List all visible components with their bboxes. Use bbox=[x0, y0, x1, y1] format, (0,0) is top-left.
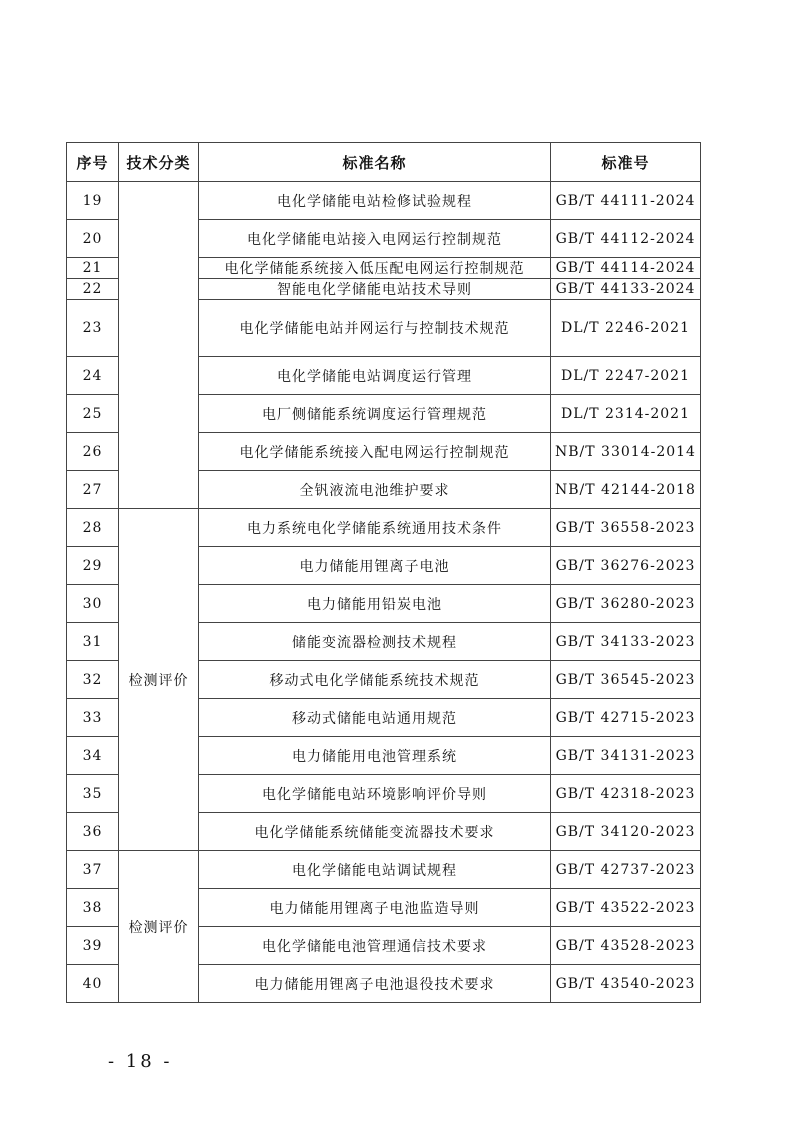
standard-code: GB/T 43540-2023 bbox=[551, 965, 701, 1003]
header-name: 标准名称 bbox=[199, 143, 551, 182]
category-cell bbox=[119, 851, 199, 1003]
row-number: 32 bbox=[67, 661, 119, 699]
standard-code: NB/T 42144-2018 bbox=[551, 471, 701, 509]
standard-code: GB/T 36280-2023 bbox=[551, 585, 701, 623]
header-code: 标准号 bbox=[551, 143, 701, 182]
standard-code: GB/T 36545-2023 bbox=[551, 661, 701, 699]
standard-name: 移动式电化学储能系统技术规范 bbox=[199, 661, 551, 699]
category-label: 检测评价 bbox=[128, 672, 189, 689]
standard-code: GB/T 42737-2023 bbox=[551, 851, 701, 889]
standard-name: 电力储能用电池管理系统 bbox=[199, 737, 551, 775]
standard-code: GB/T 34133-2023 bbox=[551, 623, 701, 661]
row-number: 26 bbox=[67, 433, 119, 471]
standard-code: DL/T 2247-2021 bbox=[551, 357, 701, 395]
table-row bbox=[67, 851, 701, 889]
row-number: 40 bbox=[67, 965, 119, 1003]
standard-name: 电力储能用锂离子电池 bbox=[199, 547, 551, 585]
standard-name: 电化学储能电站调度运行管理 bbox=[199, 357, 551, 395]
standard-code: GB/T 44112-2024 bbox=[551, 220, 701, 258]
standard-name: 电力系统电化学储能系统通用技术条件 bbox=[199, 509, 551, 547]
standard-code: DL/T 2314-2021 bbox=[551, 395, 701, 433]
standard-name: 电力储能用铅炭电池 bbox=[199, 585, 551, 623]
row-number: 39 bbox=[67, 927, 119, 965]
row-number: 22 bbox=[67, 279, 119, 300]
standard-name: 电厂侧储能系统调度运行管理规范 bbox=[199, 395, 551, 433]
category-cell bbox=[119, 509, 199, 851]
row-number: 38 bbox=[67, 889, 119, 927]
standard-code: GB/T 36558-2023 bbox=[551, 509, 701, 547]
standard-code: GB/T 42318-2023 bbox=[551, 775, 701, 813]
standard-code: NB/T 33014-2014 bbox=[551, 433, 701, 471]
standard-code: GB/T 42715-2023 bbox=[551, 699, 701, 737]
standard-name: 全钒液流电池维护要求 bbox=[199, 471, 551, 509]
standard-name: 电化学储能系统接入配电网运行控制规范 bbox=[199, 433, 551, 471]
standard-name: 电化学储能电池管理通信技术要求 bbox=[199, 927, 551, 965]
standard-name: 电化学储能电站环境影响评价导则 bbox=[199, 775, 551, 813]
category-cell-empty bbox=[119, 182, 199, 509]
standard-code: GB/T 44133-2024 bbox=[551, 279, 701, 300]
standard-name: 储能变流器检测技术规程 bbox=[199, 623, 551, 661]
standard-name: 电化学储能电站调试规程 bbox=[199, 851, 551, 889]
standard-name: 电化学储能电站检修试验规程 bbox=[199, 182, 551, 220]
standard-code: GB/T 34131-2023 bbox=[551, 737, 701, 775]
standard-code: GB/T 44114-2024 bbox=[551, 258, 701, 279]
row-number: 24 bbox=[67, 357, 119, 395]
category-label: 检测评价 bbox=[128, 919, 189, 936]
standard-name: 电化学储能系统接入低压配电网运行控制规范 bbox=[199, 258, 551, 279]
page-number: - 18 - bbox=[108, 1051, 173, 1072]
row-number: 29 bbox=[67, 547, 119, 585]
row-number: 33 bbox=[67, 699, 119, 737]
standards-table bbox=[66, 142, 701, 1003]
standard-name: 电化学储能电站接入电网运行控制规范 bbox=[199, 220, 551, 258]
standard-code: GB/T 43528-2023 bbox=[551, 927, 701, 965]
standard-name: 电化学储能电站并网运行与控制技术规范 bbox=[199, 300, 551, 357]
row-number: 23 bbox=[67, 300, 119, 357]
standard-code: GB/T 36276-2023 bbox=[551, 547, 701, 585]
standard-code: DL/T 2246-2021 bbox=[551, 300, 701, 357]
row-number: 36 bbox=[67, 813, 119, 851]
standard-name: 电化学储能系统储能变流器技术要求 bbox=[199, 813, 551, 851]
table-row bbox=[67, 182, 701, 220]
header-seq: 序号 bbox=[67, 143, 119, 182]
table-header-row bbox=[67, 143, 701, 182]
row-number: 25 bbox=[67, 395, 119, 433]
row-number: 21 bbox=[67, 258, 119, 279]
row-number: 35 bbox=[67, 775, 119, 813]
header-category: 技术分类 bbox=[119, 143, 199, 182]
row-number: 28 bbox=[67, 509, 119, 547]
row-number: 31 bbox=[67, 623, 119, 661]
row-number: 27 bbox=[67, 471, 119, 509]
standard-name: 电力储能用锂离子电池退役技术要求 bbox=[199, 965, 551, 1003]
standard-name: 智能电化学储能电站技术导则 bbox=[199, 279, 551, 300]
row-number: 37 bbox=[67, 851, 119, 889]
row-number: 19 bbox=[67, 182, 119, 220]
standard-code: GB/T 44111-2024 bbox=[551, 182, 701, 220]
standard-code: GB/T 34120-2023 bbox=[551, 813, 701, 851]
row-number: 34 bbox=[67, 737, 119, 775]
row-number: 30 bbox=[67, 585, 119, 623]
table-row bbox=[67, 509, 701, 547]
standard-name: 移动式储能电站通用规范 bbox=[199, 699, 551, 737]
standard-name: 电力储能用锂离子电池监造导则 bbox=[199, 889, 551, 927]
standard-code: GB/T 43522-2023 bbox=[551, 889, 701, 927]
row-number: 20 bbox=[67, 220, 119, 258]
